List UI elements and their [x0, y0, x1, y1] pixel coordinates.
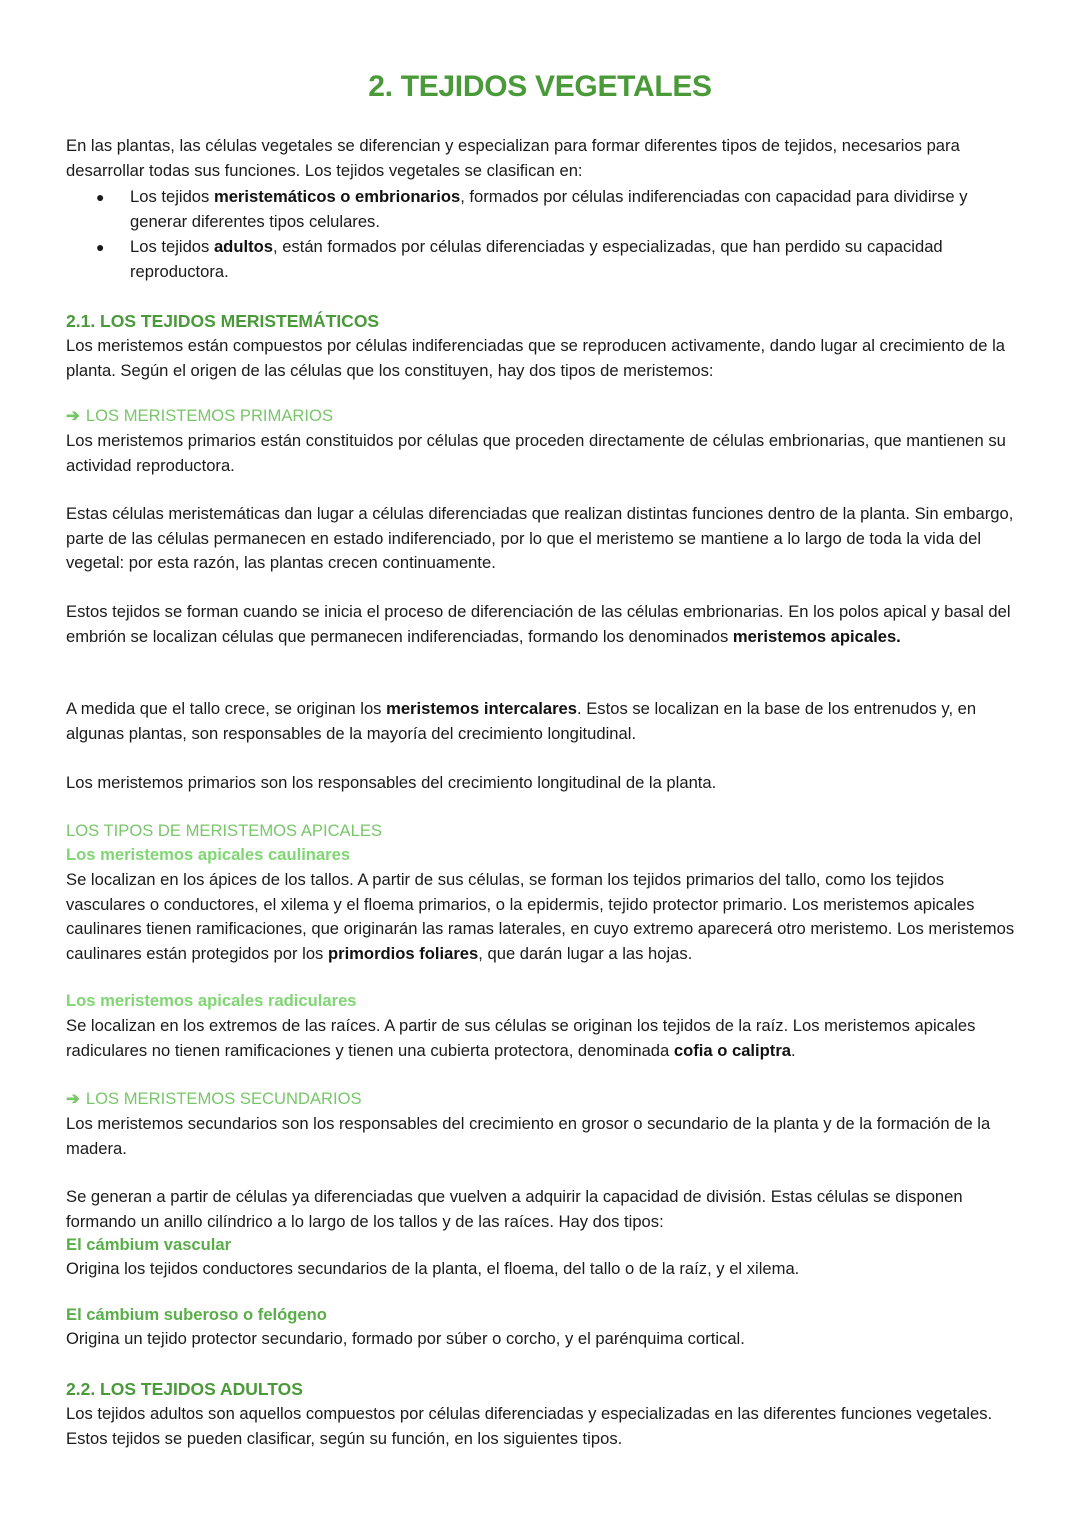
- arrow-right-icon: ➔: [66, 406, 80, 425]
- paragraph-bold-text: meristemos intercalares: [386, 699, 578, 718]
- subsection-heading: [66, 404, 1016, 428]
- page-title: 2. TEJIDOS VEGETALES: [368, 70, 712, 103]
- bullet-icon: ●: [96, 239, 105, 255]
- paragraph: [66, 600, 1016, 649]
- bullet-bold-text: adultos: [213, 237, 273, 256]
- subsection-heading-label: LOS MERISTEMOS PRIMARIOS: [85, 406, 334, 425]
- subsection-heading: [66, 1087, 1016, 1111]
- paragraph-bold-text: meristemos apicales.: [732, 626, 901, 646]
- section-paragraph: Los meristemos están compuestos por células indiferenciadas que se reproducen activamente, dando lugar al crecimiento de la planta. Según el origen de las células que los constituyen, hay dos tipos de meristemos:: [66, 336, 1005, 380]
- paragraph-bold-text: cofia o caliptra: [673, 1040, 792, 1060]
- list-item: [66, 235, 1016, 284]
- subsection-heading: El cámbium vascular: [66, 1235, 232, 1254]
- paragraph-text: A medida que el tallo crece, se originan los: [66, 699, 387, 718]
- bullet-text: , están formados por células diferenciadas y especializadas, que han perdido su capacidad reproductora.: [130, 237, 943, 281]
- paragraph: Se generan a partir de células ya diferenciadas que vuelven a adquirir la capacidad de división. Estas células se disponen formando un anillo cilíndrico a lo largo de los tallos y de las raíces. Hay dos tipos:: [66, 1187, 963, 1231]
- paragraph-text: Estos tejidos se forman cuando se inicia el proceso de diferenciación de las células embrionarias. En los polos apical y basal del embrión se localizan células que permanecen indiferenciadas, formando los denominados: [66, 602, 1011, 646]
- paragraph-text: .: [791, 1040, 796, 1060]
- subsection-heading: Los meristemos apicales radiculares: [66, 991, 357, 1010]
- bullet-icon: ●: [96, 189, 105, 205]
- section-paragraph: Los tejidos adultos son aquellos compuestos por células diferenciadas y especializadas en las diferentes funciones vegetales. Estos tejidos se pueden clasificar, según su función, en los siguientes tipos.: [66, 1404, 993, 1448]
- intro-paragraph: En las plantas, las células vegetales se diferencian y especializan para formar diferentes tipos de tejidos, necesarios para desarrollar todas sus funciones. Los tejidos vegetales se clasifican en:: [66, 136, 960, 180]
- bullet-text: Los tejidos: [130, 187, 214, 206]
- paragraph-text: , que darán lugar a las hojas.: [478, 943, 693, 963]
- bullet-text: , formados por células indiferenciadas con capacidad para dividirse y generar diferentes tipos celulares.: [130, 187, 968, 231]
- paragraph: [66, 697, 1016, 746]
- paragraph-bold-text: primordios foliares: [327, 943, 479, 963]
- section-heading: 2.1. LOS TEJIDOS MERISTEMÁTICOS: [66, 311, 380, 331]
- bullet-bold-text: meristemáticos o embrionarios: [213, 187, 461, 206]
- paragraph-text: . Estos se localizan en la base de los entrenudos y, en algunas plantas, son responsables de la mayoría del crecimiento longitudinal.: [66, 699, 977, 743]
- paragraph: Los meristemos primarios están constituidos por células que proceden directamente de células embrionarias, que mantienen su actividad reproductora.: [66, 431, 1006, 475]
- arrow-right-icon: ➔: [66, 1089, 80, 1108]
- paragraph: Los meristemos secundarios son los responsables del crecimiento en grosor o secundario de la planta y de la formación de la madera.: [66, 1114, 991, 1158]
- section-heading: 2.2. LOS TEJIDOS ADULTOS: [66, 1379, 303, 1399]
- paragraph-text: Se localizan en los extremos de las raíces. A partir de sus células se originan los tejidos de la raíz. Los meristemos apicales radiculares no tienen ramificaciones y tienen una cubierta protectora, denominada: [66, 1016, 976, 1060]
- paragraph: Origina un tejido protector secundario, formado por súber o corcho, y el parénquima cortical.: [66, 1329, 745, 1348]
- subsection-heading: LOS TIPOS DE MERISTEMOS APICALES: [66, 821, 382, 840]
- paragraph: [66, 868, 1016, 966]
- paragraph: [66, 1014, 1016, 1063]
- subsection-heading-label: LOS MERISTEMOS SECUNDARIOS: [85, 1089, 362, 1108]
- bullet-text: Los tejidos: [130, 237, 214, 256]
- paragraph-text: Se localizan en los ápices de los tallos. A partir de sus células, se forman los tejidos primarios del tallo, como los tejidos vasculares o conductores, el xilema y el floema primarios, o la epidermis, tejido protector primario. Los meristemos apicales caulinares tienen ramificaciones, que originarán las ramas laterales, en cuyo extremo aparecerá otro meristemo. Los meristemos caulinares están protegidos por los: [66, 870, 1015, 963]
- list-item: [66, 185, 1016, 234]
- paragraph: Origina los tejidos conductores secundarios de la planta, el floema, del tallo o de la raíz, y el xilema.: [66, 1259, 800, 1278]
- paragraph: Estas células meristemáticas dan lugar a células diferenciadas que realizan distintas funciones dentro de la planta. Sin embargo, parte de las células permanecen en estado indiferenciado, por lo que el meristemo se mantiene a lo largo de toda la vida del vegetal: por esta razón, las plantas crecen continuamente.: [66, 504, 1014, 572]
- subsection-heading: Los meristemos apicales caulinares: [66, 845, 351, 864]
- subsection-heading: El cámbium suberoso o felógeno: [66, 1305, 327, 1324]
- paragraph: Los meristemos primarios son los responsables del crecimiento longitudinal de la planta.: [66, 773, 717, 792]
